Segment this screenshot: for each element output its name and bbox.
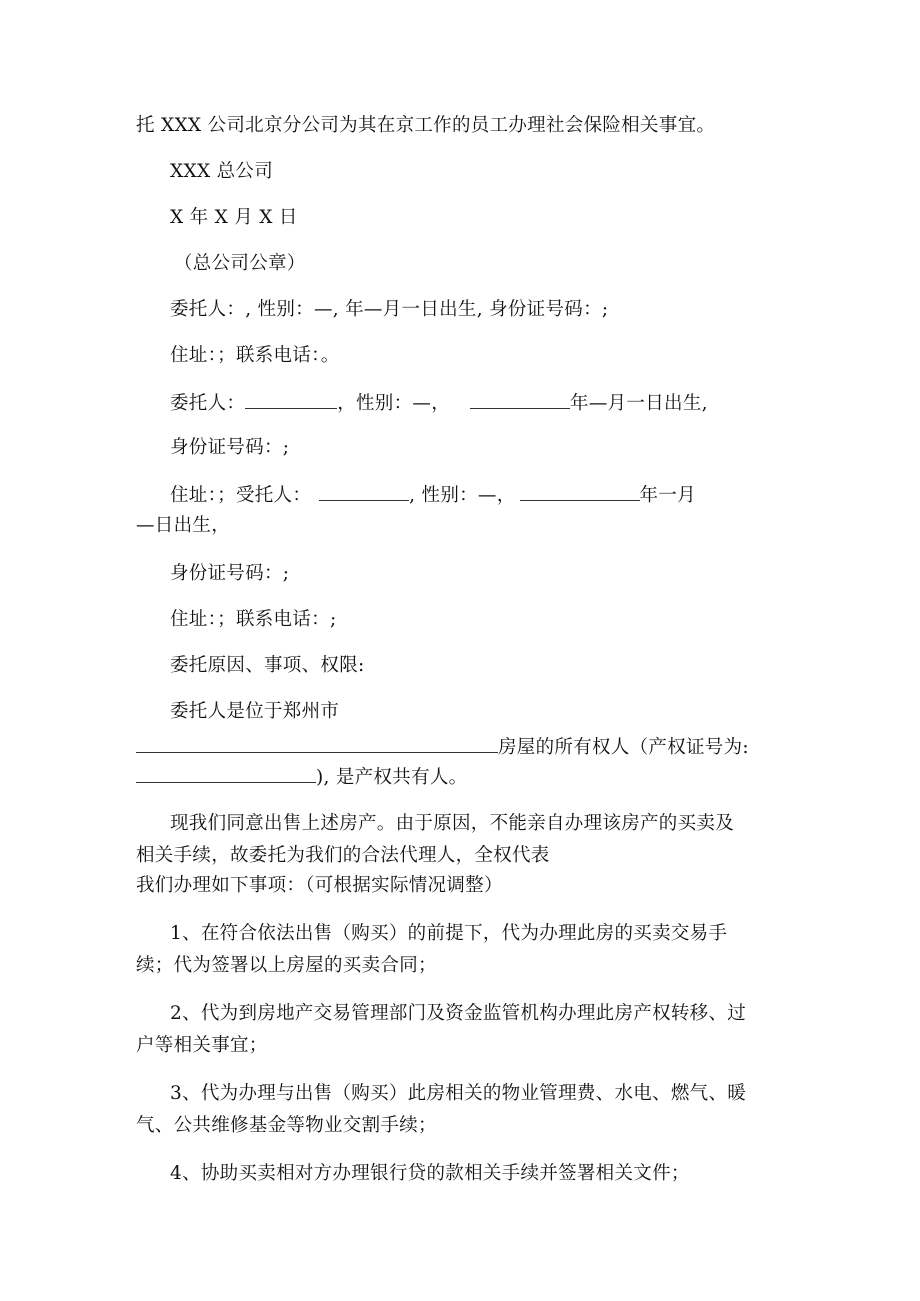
principal-2-gender: ，性别：—， (337, 393, 451, 414)
item-2-line-b: 户等相关事宜； (136, 1035, 268, 1056)
agent-gender: , 性别：—， (409, 485, 516, 506)
agent-address: 住址：；受托人： (170, 485, 312, 506)
item-1-line-b: 续；代为签署以上房屋的买卖合同； (136, 955, 437, 976)
item-2-line-a: 2、代为到房地产交易管理部门及资金监管机构办理此房产权转移、过 (170, 1003, 747, 1024)
property-owner-text: 房屋的所有权人（产权证号为: (498, 737, 749, 758)
item-1-line-a: 1、在符合依法出售（购买）的前提下，代为办理此房的买卖交易手 (170, 923, 728, 944)
date-line: X 年 X 月 X 日 (170, 207, 298, 228)
property-co-owner: ), 是产权共有人。 (316, 767, 468, 788)
agent-birth-b: —日出生， (136, 515, 231, 536)
item-4-line: 4、协助买卖相对方办理银行贷的款相关手续并签署相关文件； (170, 1163, 690, 1184)
property-cert-blank (136, 764, 316, 783)
id-line-3: 身份证号码：; (170, 563, 290, 584)
contact-3-line: 住址：；联系电话：; (170, 609, 337, 630)
principal-2-label: 委托人： (170, 393, 246, 414)
sale-para-line-a: 现我们同意出售上述房产。由于原因，不能亲自办理该房产的买卖及 (170, 813, 735, 834)
id-line-2: 身份证号码：; (170, 437, 290, 458)
item-3-line-b: 气、公共维修基金等物业交割手续； (136, 1115, 437, 1136)
agent-name-blank (319, 482, 409, 501)
principal-2-name-blank (245, 390, 337, 409)
property-line-a: 委托人是位于郑州市 (170, 701, 340, 722)
agent-line (170, 482, 696, 508)
agent-birth-a: 年一月 (639, 485, 696, 506)
item-3-line-a: 3、代为办理与出售（购买）此房相关的物业管理费、水电、燃气、暖 (170, 1083, 747, 1104)
principal-2-birth: 年—月一日出生, (570, 393, 708, 414)
seal-note: （总公司公章） (174, 253, 306, 274)
intro-tail-line: 托 XXX 公司北京分公司为其在京工作的员工办理社会保险相关事宜。 (136, 115, 716, 136)
org-name: XXX 总公司 (170, 161, 273, 182)
contact-1-line: 住址：；联系电话：。 (170, 345, 340, 366)
principal-2-year-blank (470, 390, 570, 409)
property-line-b (136, 734, 749, 760)
principal-2-line (170, 390, 708, 416)
reason-heading: 委托原因、事项、权限: (170, 655, 365, 676)
agent-year-blank (520, 482, 640, 501)
sale-para-line-b: 相关手续，故委托为我们的合法代理人，全权代表 (136, 845, 550, 866)
sale-para-line-c: 我们办理如下事项：（可根据实际情况调整） (136, 875, 503, 896)
property-line-c (136, 764, 467, 790)
property-address-blank (136, 734, 498, 753)
principal-1-line: 委托人：, 性别：—, 年—月一日出生, 身份证号码：; (170, 299, 609, 320)
